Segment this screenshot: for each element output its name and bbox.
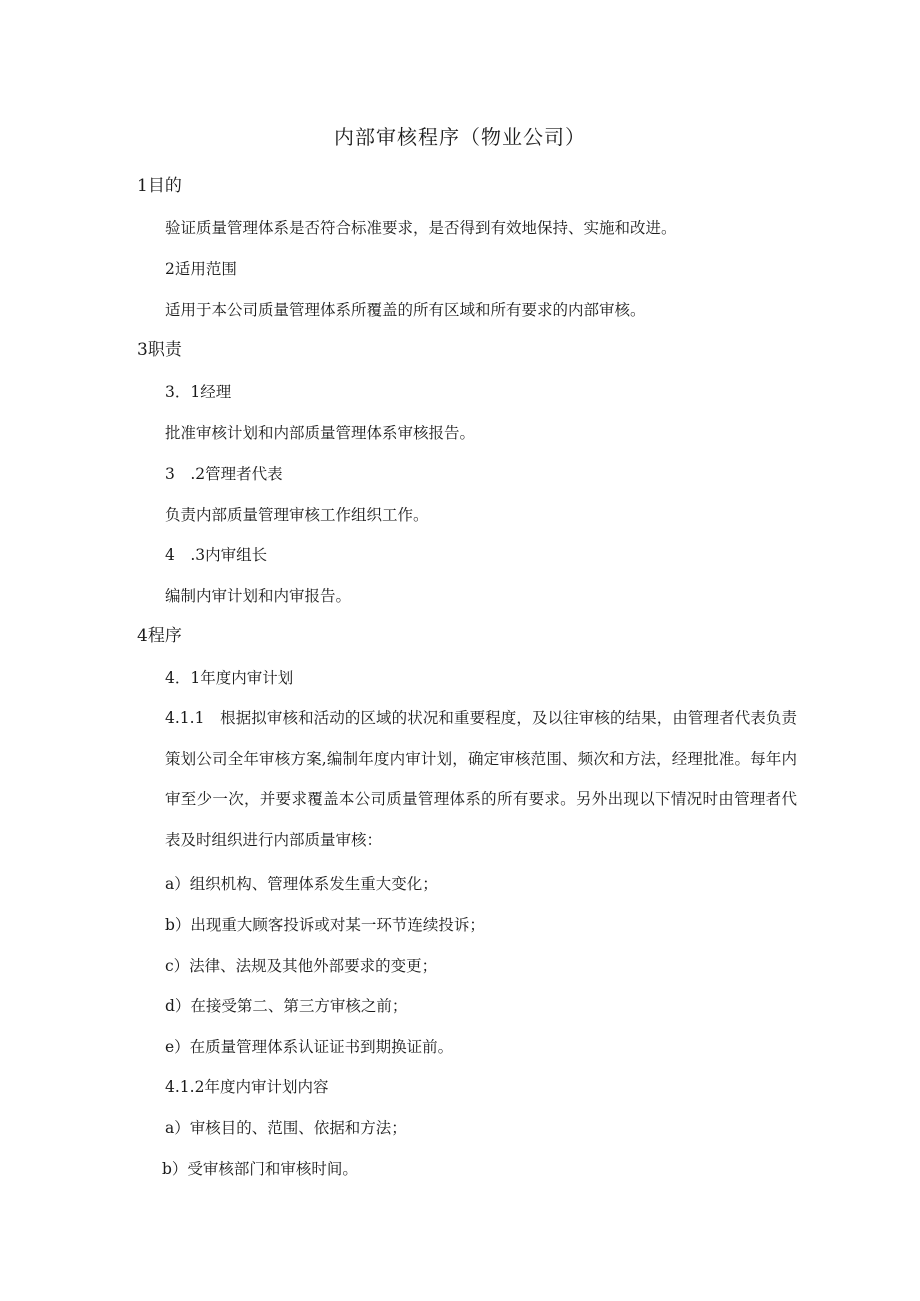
section-2-text: 适用于本公司质量管理体系所覆盖的所有区域和所有要求的内部审核。 [165,301,646,319]
section-3-2-text: 负责内部质量管理审核工作组织工作。 [165,506,429,524]
list-item-c: c）法律、法规及其他外部要求的变更； [165,957,438,975]
section-1-text: 验证质量管理体系是否符合标准要求，是否得到有效地保持、实施和改进。 [165,219,677,237]
section-3-2-heading: 3 .2管理者代表 [165,465,283,483]
section-3-3-heading: 4 .3内审组长 [165,546,268,564]
section-4-1-1-paragraph: 4.1.1 根据拟审核和活动的区域的状况和重要程度，及以往审核的结果，由管理者代表负责策划公司全年审核方案,编制年度内审计划，确定审核范围、频次和方法，经理批准。每年内审至少一次，并要求覆盖本公司质量管理体系的所有要求。另外出现以下情况时由管理者代表及时组织进行内部质量审核： [165,709,797,849]
section-4-1-heading: 4．1年度内审计划 [165,669,294,687]
section-4-1-2-heading: 4.1.2年度内审计划内容 [165,1078,329,1096]
document-title: 内部审核程序（物业公司） [334,125,586,149]
list-item-e: e）在质量管理体系认证证书到期换证前。 [165,1038,454,1056]
section-3-heading: 3职责 [137,340,182,360]
list2-item-b: b）受审核部门和审核时间。 [162,1160,358,1178]
list2-item-a: a）审核目的、范围、依据和方法； [165,1119,407,1137]
section-3-1-heading: 3．1经理 [165,383,232,401]
list-item-a: a）组织机构、管理体系发生重大变化； [165,875,438,893]
list-item-b: b）出现重大顾客投诉或对某一环节连续投诉； [165,916,485,934]
section-4-heading: 4程序 [137,626,182,646]
list-item-d: d）在接受第二、第三方审核之前； [165,997,408,1015]
section-3-1-text: 批准审核计划和内部质量管理体系审核报告。 [165,424,476,442]
section-3-3-text: 编制内审计划和内审报告。 [165,587,352,605]
section-2-heading: 2适用范围 [165,260,237,278]
section-1-heading: 1目的 [137,176,182,196]
